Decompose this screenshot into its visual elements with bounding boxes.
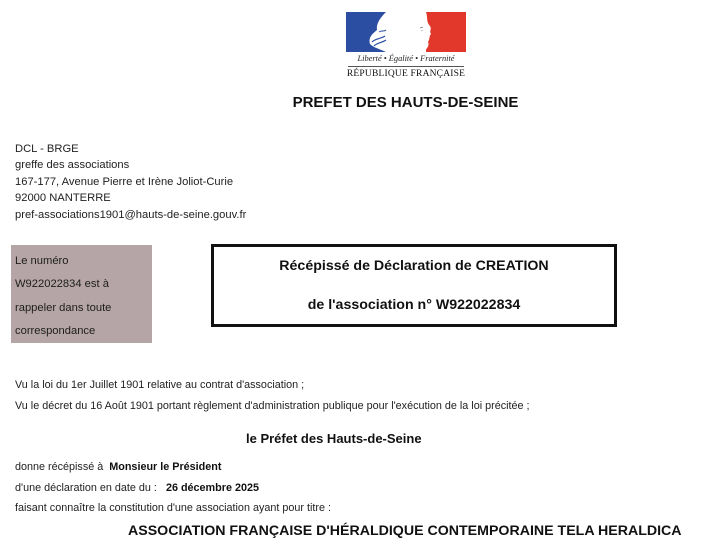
declaration-date-row xyxy=(15,482,259,494)
address-service: greffe des associations xyxy=(15,159,130,172)
address-street: 167-177, Avenue Pierre et Irène Joliot-Curie xyxy=(15,175,234,188)
donne-label: donne récépissé à xyxy=(15,461,107,473)
marianne-profile-icon xyxy=(346,12,466,52)
declaration-date: 26 décembre 2025 xyxy=(165,482,259,494)
le-prefet-heading: le Préfet des Hauts-de-Seine xyxy=(246,431,422,446)
republique-francaise-logo xyxy=(346,12,466,84)
donne-recipient: Monsieur le Président xyxy=(109,461,222,473)
numero-line: rappeler dans toute xyxy=(15,301,112,314)
address-department: DCL - BRGE xyxy=(15,143,79,155)
numero-line: correspondance xyxy=(15,324,96,337)
address-city: 92000 NANTERRE xyxy=(15,192,111,205)
motto-divider xyxy=(348,66,464,67)
recepisse-title-line1: Récépissé de Déclaration de CREATION xyxy=(279,258,549,274)
numero-line: Le numéro xyxy=(15,255,69,267)
association-title: ASSOCIATION FRANÇAISE D'HÉRALDIQUE CONTEMPORAINE TELA HERALDICA xyxy=(128,523,682,539)
recepisse-title-line2: de l'association n° W922022834 xyxy=(307,297,521,313)
address-block xyxy=(15,141,246,223)
faisant-connaitre-text: faisant connaître la constitution d'une association ayant pour titre : xyxy=(15,502,331,514)
republique-francaise-text: RÉPUBLIQUE FRANÇAISE xyxy=(346,69,466,79)
address-email: pref-associations1901@hauts-de-seine.gouv.fr xyxy=(15,208,247,221)
motto-text: Liberté • Égalité • Fraternité xyxy=(357,54,455,63)
prefecture-title: PREFET DES HAUTS-DE-SEINE xyxy=(292,94,519,111)
donne-recepisse-row xyxy=(15,461,221,473)
recepisse-title-box xyxy=(211,244,617,327)
vu-decret-text: Vu le décret du 16 Août 1901 portant règlement d'administration publique pour l'exécution de la loi précitée ; xyxy=(15,400,530,412)
declaration-label: d'une déclaration en date du : xyxy=(15,482,166,494)
vu-loi-text: Vu la loi du 1er Juillet 1901 relative au contrat d'association ; xyxy=(15,379,305,391)
numero-line: W922022834 est à xyxy=(15,278,109,291)
marianne-flag-icon xyxy=(346,12,466,52)
numero-reminder-box xyxy=(11,245,152,343)
